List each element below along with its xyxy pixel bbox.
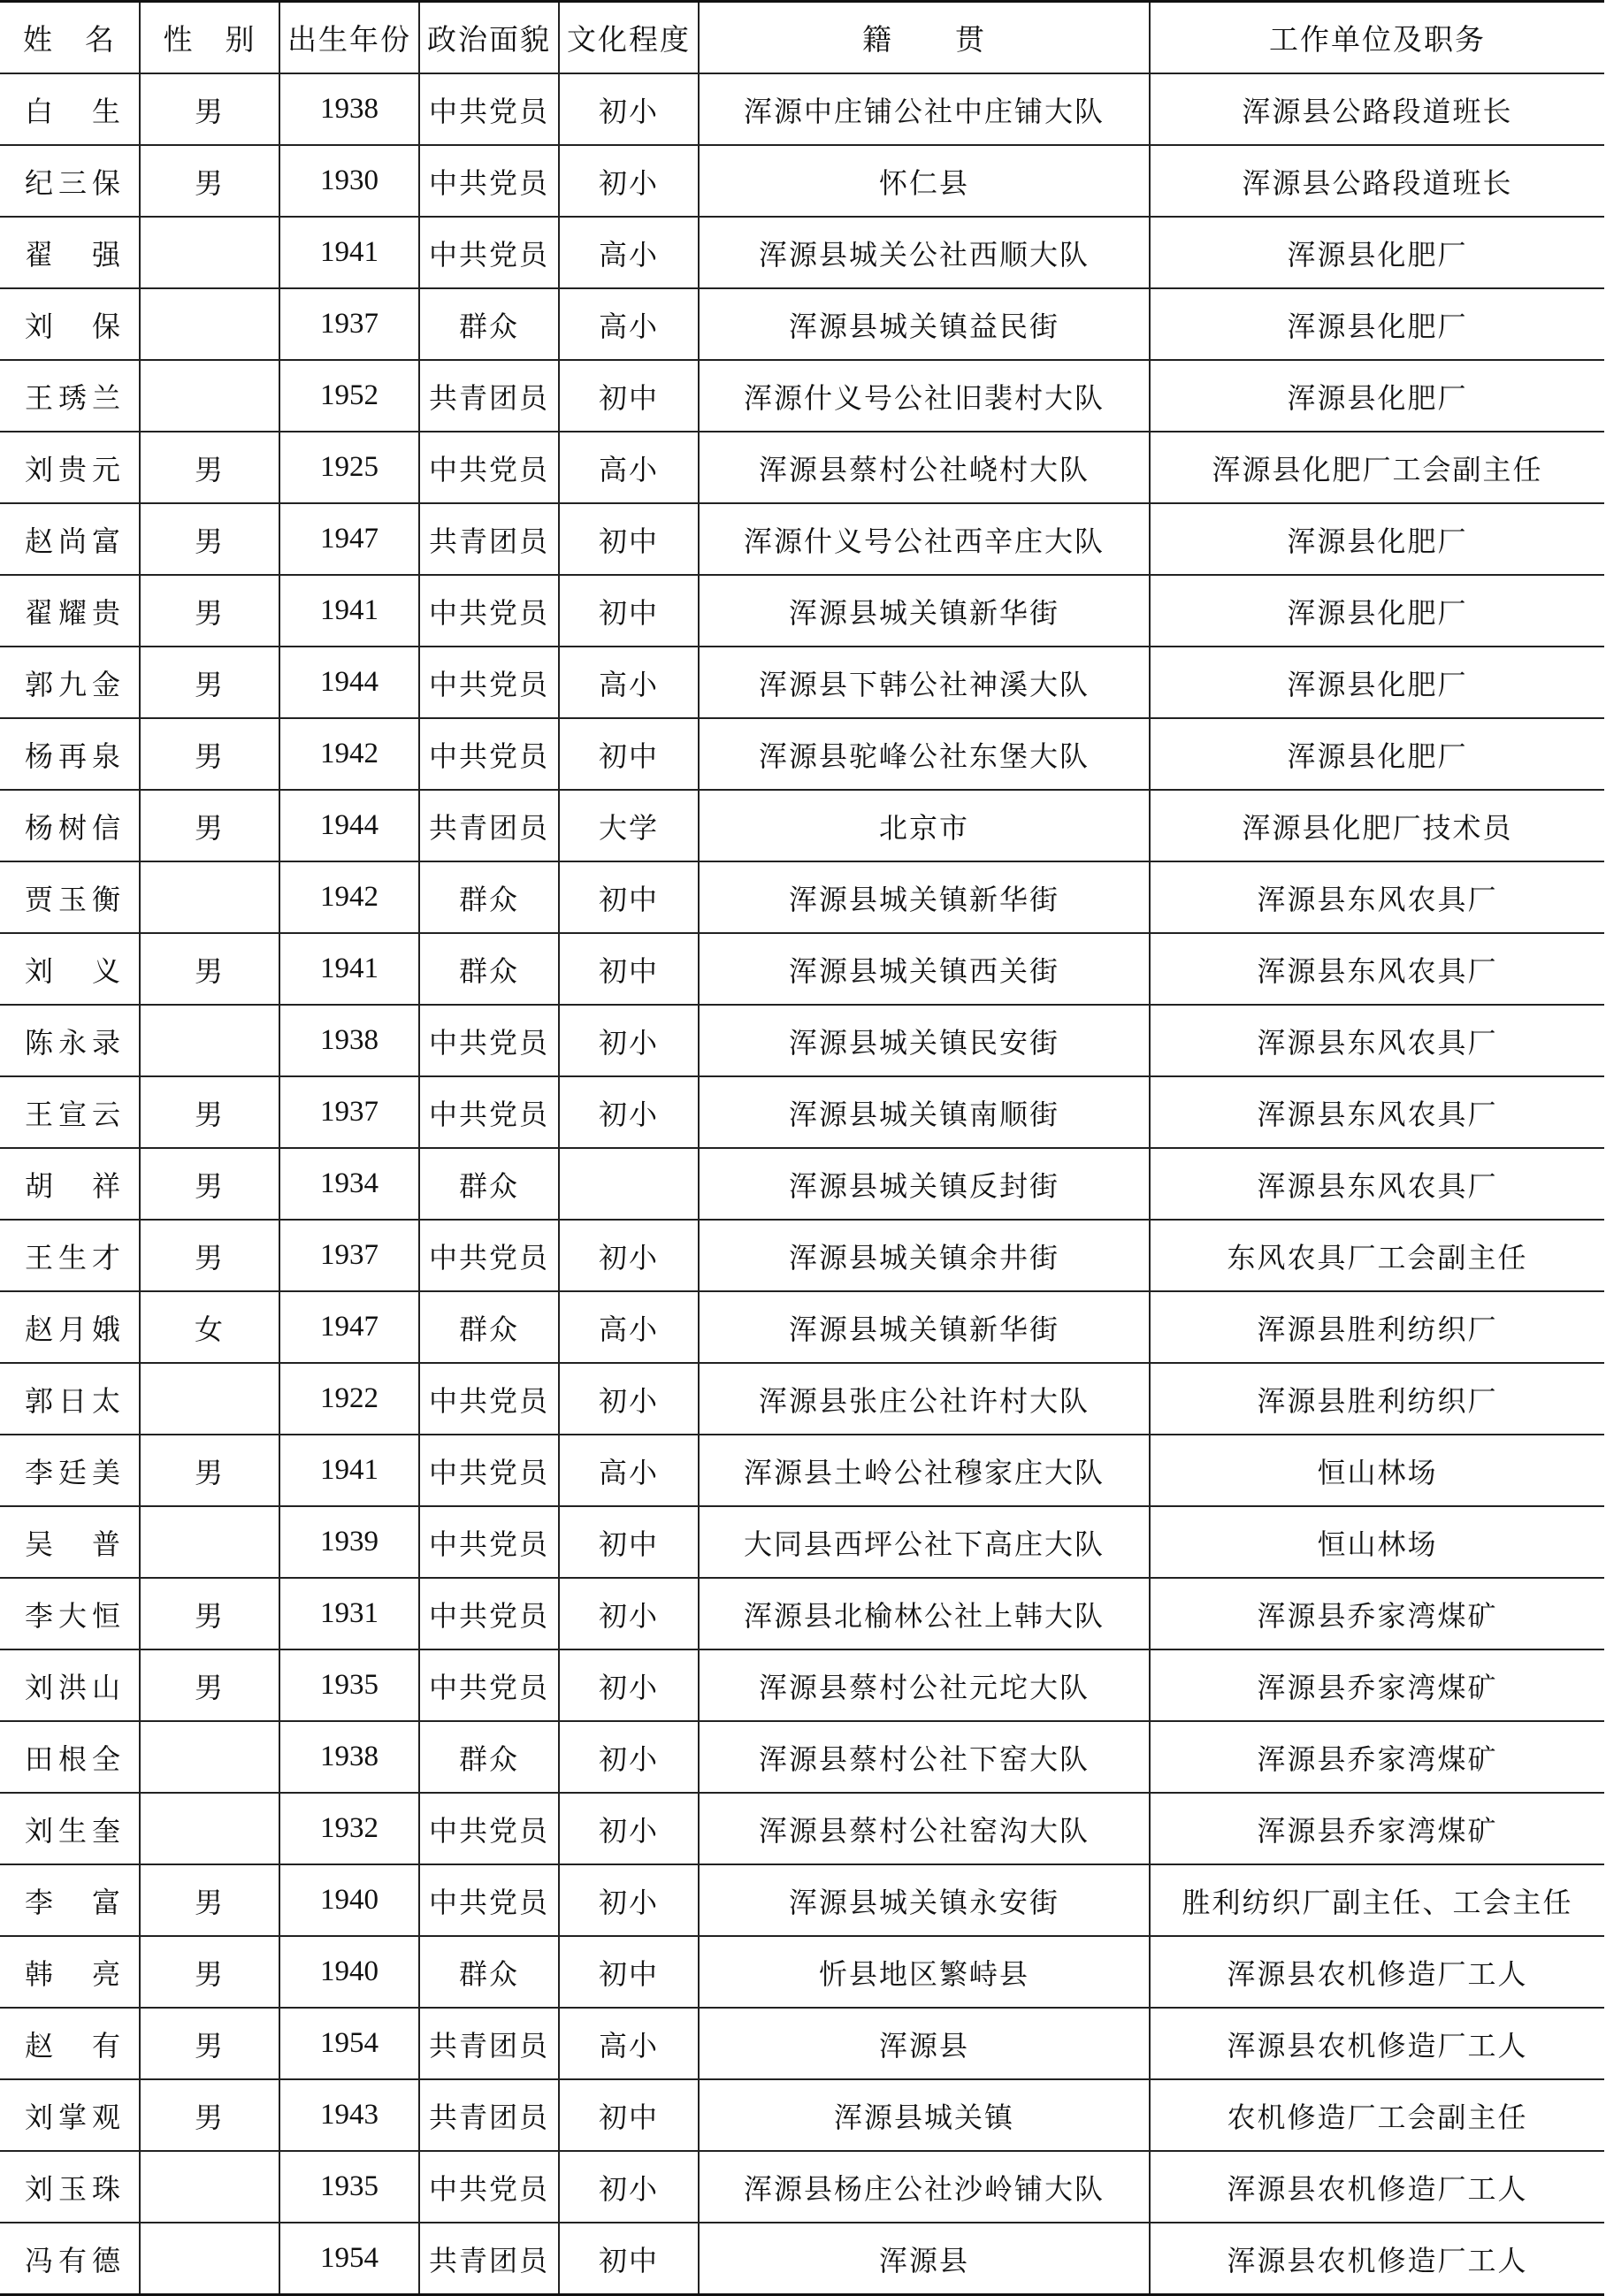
cell-education: 初小 [559,145,699,217]
cell-workplace-position: 浑源县化肥厂 [1150,360,1604,432]
cell-political-status: 中共党员 [419,432,559,503]
cell-political-status: 中共党员 [419,1435,559,1506]
table-row [0,1506,1604,1578]
cell-name: 白 生 [0,73,140,145]
cell-birth-year: 1941 [279,933,419,1005]
cell-education: 高小 [559,1435,699,1506]
cell-name: 刘生奎 [0,1793,140,1864]
cell-workplace-position: 浑源县公路段道班长 [1150,145,1604,217]
cell-political-status: 中共党员 [419,718,559,790]
cell-education: 初小 [559,1076,699,1148]
table-row [0,1649,1604,1721]
table-row [0,1435,1604,1506]
cell-birth-year: 1954 [279,2223,419,2295]
table-row [0,1076,1604,1148]
cell-political-status: 群众 [419,933,559,1005]
table-row [0,1578,1604,1649]
cell-workplace-position: 浑源县胜利纺织厂 [1150,1363,1604,1435]
table-row [0,790,1604,861]
cell-name: 李廷美 [0,1435,140,1506]
cell-native-place: 浑源县城关镇永安街 [699,1864,1150,1936]
cell-birth-year: 1935 [279,1649,419,1721]
cell-native-place: 浑源县蔡村公社元坨大队 [699,1649,1150,1721]
cell-workplace-position: 浑源县胜利纺织厂 [1150,1291,1604,1363]
cell-political-status: 群众 [419,861,559,933]
table-body [0,73,1604,2295]
cell-native-place: 浑源县蔡村公社峣村大队 [699,432,1150,503]
cell-birth-year: 1942 [279,861,419,933]
cell-political-status: 中共党员 [419,647,559,718]
cell-workplace-position: 农机修造厂工会副主任 [1150,2079,1604,2151]
cell-political-status: 中共党员 [419,1363,559,1435]
cell-workplace-position: 浑源县东风农具厂 [1150,1005,1604,1076]
cell-name: 李大恒 [0,1578,140,1649]
cell-sex [140,2223,279,2295]
cell-sex: 男 [140,1936,279,2008]
cell-native-place: 浑源县城关镇民安街 [699,1005,1150,1076]
cell-education: 初小 [559,1005,699,1076]
table-row [0,1363,1604,1435]
cell-birth-year: 1931 [279,1578,419,1649]
table-row [0,718,1604,790]
cell-education: 初中 [559,2223,699,2295]
table-row [0,1864,1604,1936]
cell-birth-year: 1937 [279,1220,419,1291]
cell-workplace-position: 恒山林场 [1150,1506,1604,1578]
cell-sex: 男 [140,1220,279,1291]
cell-name: 韩 亮 [0,1936,140,2008]
table-row [0,217,1604,288]
cell-native-place: 浑源县城关镇反封街 [699,1148,1150,1220]
cell-political-status: 中共党员 [419,1793,559,1864]
cell-birth-year: 1938 [279,1005,419,1076]
cell-birth-year: 1940 [279,1936,419,2008]
header-workplace-position: 工作单位及职务 [1150,2,1604,74]
cell-sex: 男 [140,933,279,1005]
cell-sex [140,1506,279,1578]
cell-native-place: 浑源什义号公社旧裴村大队 [699,360,1150,432]
table-row [0,360,1604,432]
cell-education: 初小 [559,1864,699,1936]
cell-name: 刘 保 [0,288,140,360]
table-row [0,1291,1604,1363]
cell-education: 初中 [559,1506,699,1578]
cell-education: 初中 [559,861,699,933]
cell-political-status: 群众 [419,1148,559,1220]
cell-sex: 女 [140,1291,279,1363]
cell-workplace-position: 浑源县化肥厂 [1150,503,1604,575]
cell-workplace-position: 浑源县化肥厂 [1150,575,1604,647]
cell-political-status: 中共党员 [419,1864,559,1936]
cell-education: 初小 [559,1578,699,1649]
cell-name: 王琇兰 [0,360,140,432]
cell-sex [140,2151,279,2223]
cell-workplace-position: 浑源县化肥厂工会副主任 [1150,432,1604,503]
cell-sex [140,1363,279,1435]
table-row [0,1220,1604,1291]
cell-name: 刘掌观 [0,2079,140,2151]
cell-political-status: 中共党员 [419,1220,559,1291]
cell-birth-year: 1939 [279,1506,419,1578]
cell-name: 刘玉珠 [0,2151,140,2223]
cell-education: 高小 [559,2008,699,2079]
cell-birth-year: 1937 [279,288,419,360]
cell-sex: 男 [140,718,279,790]
cell-name: 贾玉衡 [0,861,140,933]
table-row [0,1148,1604,1220]
cell-education: 高小 [559,217,699,288]
cell-workplace-position: 东风农具厂工会副主任 [1150,1220,1604,1291]
cell-sex: 男 [140,575,279,647]
cell-birth-year: 1954 [279,2008,419,2079]
cell-education: 初中 [559,718,699,790]
cell-political-status: 中共党员 [419,1005,559,1076]
cell-name: 赵 有 [0,2008,140,2079]
cell-native-place: 浑源县蔡村公社下窑大队 [699,1721,1150,1793]
cell-education [559,1148,699,1220]
cell-political-status: 共青团员 [419,790,559,861]
cell-native-place: 浑源县土岭公社穆家庄大队 [699,1435,1150,1506]
cell-workplace-position: 浑源县乔家湾煤矿 [1150,1649,1604,1721]
cell-sex: 男 [140,503,279,575]
cell-birth-year: 1944 [279,790,419,861]
cell-name: 杨树信 [0,790,140,861]
cell-name: 郭九金 [0,647,140,718]
cell-education: 高小 [559,1291,699,1363]
cell-political-status: 共青团员 [419,2079,559,2151]
cell-workplace-position: 浑源县化肥厂 [1150,647,1604,718]
cell-native-place: 浑源中庄铺公社中庄铺大队 [699,73,1150,145]
cell-native-place: 浑源县驼峰公社东堡大队 [699,718,1150,790]
cell-education: 高小 [559,288,699,360]
cell-native-place: 浑源县北榆林公社上韩大队 [699,1578,1150,1649]
cell-political-status: 群众 [419,1291,559,1363]
cell-education: 大学 [559,790,699,861]
cell-workplace-position: 浑源县东风农具厂 [1150,1076,1604,1148]
cell-sex: 男 [140,432,279,503]
cell-political-status: 中共党员 [419,1649,559,1721]
cell-native-place: 浑源县城关镇新华街 [699,575,1150,647]
cell-political-status: 中共党员 [419,145,559,217]
table-row [0,1793,1604,1864]
cell-birth-year: 1935 [279,2151,419,2223]
cell-name: 李 富 [0,1864,140,1936]
cell-workplace-position: 浑源县化肥厂 [1150,217,1604,288]
cell-native-place: 浑源县城关镇 [699,2079,1150,2151]
cell-birth-year: 1941 [279,217,419,288]
cell-native-place: 浑源县蔡村公社窑沟大队 [699,1793,1150,1864]
cell-workplace-position: 浑源县东风农具厂 [1150,861,1604,933]
table-row [0,145,1604,217]
cell-native-place: 浑源县城关镇南顺街 [699,1076,1150,1148]
table-row [0,933,1604,1005]
cell-education: 初小 [559,1649,699,1721]
cell-birth-year: 1930 [279,145,419,217]
header-sex: 性 别 [140,2,279,74]
cell-workplace-position: 恒山林场 [1150,1435,1604,1506]
cell-workplace-position: 浑源县乔家湾煤矿 [1150,1721,1604,1793]
cell-education: 初中 [559,2079,699,2151]
table-row [0,1936,1604,2008]
cell-political-status: 共青团员 [419,2223,559,2295]
table-row [0,2223,1604,2295]
cell-political-status: 中共党员 [419,575,559,647]
table-row [0,288,1604,360]
cell-education: 高小 [559,647,699,718]
cell-workplace-position: 浑源县农机修造厂工人 [1150,2008,1604,2079]
cell-education: 初小 [559,1721,699,1793]
header-native-place: 籍 贯 [699,2,1150,74]
table-row [0,1005,1604,1076]
cell-workplace-position: 浑源县农机修造厂工人 [1150,2223,1604,2295]
cell-native-place: 浑源县张庄公社许村大队 [699,1363,1150,1435]
cell-birth-year: 1952 [279,360,419,432]
cell-name: 刘洪山 [0,1649,140,1721]
cell-name: 陈永录 [0,1005,140,1076]
cell-workplace-position: 浑源县东风农具厂 [1150,1148,1604,1220]
cell-political-status: 中共党员 [419,2151,559,2223]
table-row [0,861,1604,933]
cell-sex [140,1793,279,1864]
cell-sex: 男 [140,1076,279,1148]
cell-education: 初中 [559,360,699,432]
cell-name: 刘贵元 [0,432,140,503]
cell-name: 王生才 [0,1220,140,1291]
cell-sex: 男 [140,647,279,718]
cell-birth-year: 1947 [279,503,419,575]
cell-native-place: 浑源县 [699,2223,1150,2295]
cell-workplace-position: 浑源县化肥厂 [1150,288,1604,360]
cell-birth-year: 1932 [279,1793,419,1864]
cell-sex: 男 [140,145,279,217]
cell-native-place: 浑源县 [699,2008,1150,2079]
cell-birth-year: 1941 [279,1435,419,1506]
table-row [0,1721,1604,1793]
cell-birth-year: 1940 [279,1864,419,1936]
cell-name: 翟耀贵 [0,575,140,647]
cell-education: 高小 [559,432,699,503]
cell-education: 初小 [559,1363,699,1435]
cell-native-place: 怀仁县 [699,145,1150,217]
cell-native-place: 浑源县城关镇新华街 [699,861,1150,933]
cell-education: 初中 [559,503,699,575]
header-birth-year: 出生年份 [279,2,419,74]
cell-sex: 男 [140,1578,279,1649]
cell-name: 吴 普 [0,1506,140,1578]
cell-name: 田根全 [0,1721,140,1793]
cell-education: 初中 [559,933,699,1005]
cell-workplace-position: 浑源县农机修造厂工人 [1150,2151,1604,2223]
table-row [0,2151,1604,2223]
cell-native-place: 浑源县城关镇余井街 [699,1220,1150,1291]
cell-name: 纪三保 [0,145,140,217]
cell-education: 初小 [559,2151,699,2223]
header-political-status: 政治面貌 [419,2,559,74]
cell-political-status: 中共党员 [419,217,559,288]
cell-birth-year: 1938 [279,1721,419,1793]
cell-native-place: 浑源什义号公社西辛庄大队 [699,503,1150,575]
cell-name: 郭日太 [0,1363,140,1435]
cell-name: 刘 义 [0,933,140,1005]
cell-birth-year: 1937 [279,1076,419,1148]
cell-sex [140,217,279,288]
cell-name: 翟 强 [0,217,140,288]
cell-native-place: 浑源县杨庄公社沙岭铺大队 [699,2151,1150,2223]
cell-workplace-position: 浑源县化肥厂技术员 [1150,790,1604,861]
cell-education: 初小 [559,73,699,145]
cell-birth-year: 1943 [279,2079,419,2151]
cell-workplace-position: 浑源县乔家湾煤矿 [1150,1578,1604,1649]
cell-political-status: 群众 [419,288,559,360]
cell-sex: 男 [140,1435,279,1506]
cell-name: 王宣云 [0,1076,140,1148]
cell-name: 赵月娥 [0,1291,140,1363]
cell-political-status: 共青团员 [419,503,559,575]
cell-name: 胡 祥 [0,1148,140,1220]
cell-birth-year: 1934 [279,1148,419,1220]
cell-sex: 男 [140,73,279,145]
cell-workplace-position: 浑源县农机修造厂工人 [1150,1936,1604,2008]
cell-workplace-position: 浑源县乔家湾煤矿 [1150,1793,1604,1864]
cell-birth-year: 1944 [279,647,419,718]
cell-birth-year: 1938 [279,73,419,145]
cell-political-status: 群众 [419,1936,559,2008]
cell-workplace-position: 胜利纺织厂副主任、工会主任 [1150,1864,1604,1936]
cell-political-status: 群众 [419,1721,559,1793]
table-row [0,575,1604,647]
cell-native-place: 北京市 [699,790,1150,861]
cell-native-place: 浑源县城关公社西顺大队 [699,217,1150,288]
cell-sex [140,288,279,360]
cell-native-place: 浑源县城关镇益民街 [699,288,1150,360]
table-row [0,73,1604,145]
cell-sex: 男 [140,1649,279,1721]
cell-sex: 男 [140,790,279,861]
cell-education: 初小 [559,1793,699,1864]
cell-political-status: 共青团员 [419,2008,559,2079]
table-row [0,2079,1604,2151]
cell-name: 杨再泉 [0,718,140,790]
cell-sex: 男 [140,1148,279,1220]
cell-native-place: 浑源县下韩公社神溪大队 [699,647,1150,718]
table-row [0,647,1604,718]
cell-name: 冯有德 [0,2223,140,2295]
cell-sex: 男 [140,1864,279,1936]
cell-birth-year: 1922 [279,1363,419,1435]
cell-workplace-position: 浑源县公路段道班长 [1150,73,1604,145]
table-row [0,503,1604,575]
cell-sex [140,861,279,933]
cell-birth-year: 1942 [279,718,419,790]
table-row [0,432,1604,503]
cell-political-status: 中共党员 [419,1076,559,1148]
cell-sex: 男 [140,2079,279,2151]
cell-education: 初中 [559,1936,699,2008]
cell-workplace-position: 浑源县化肥厂 [1150,718,1604,790]
cell-workplace-position: 浑源县东风农具厂 [1150,933,1604,1005]
cell-sex [140,360,279,432]
cell-birth-year: 1947 [279,1291,419,1363]
header-row [0,2,1604,74]
cell-native-place: 忻县地区繁峙县 [699,1936,1150,2008]
cell-name: 赵尚富 [0,503,140,575]
cell-native-place: 大同县西坪公社下高庄大队 [699,1506,1150,1578]
cell-education: 初中 [559,575,699,647]
cell-sex: 男 [140,2008,279,2079]
cell-education: 初小 [559,1220,699,1291]
cell-political-status: 中共党员 [419,73,559,145]
header-name: 姓 名 [0,2,140,74]
cell-birth-year: 1925 [279,432,419,503]
cell-political-status: 中共党员 [419,1506,559,1578]
cell-birth-year: 1941 [279,575,419,647]
table-row [0,2008,1604,2079]
cell-native-place: 浑源县城关镇西关街 [699,933,1150,1005]
cell-political-status: 中共党员 [419,1578,559,1649]
cell-native-place: 浑源县城关镇新华街 [699,1291,1150,1363]
cell-political-status: 共青团员 [419,360,559,432]
cell-sex [140,1721,279,1793]
header-education: 文化程度 [559,2,699,74]
cell-sex [140,1005,279,1076]
